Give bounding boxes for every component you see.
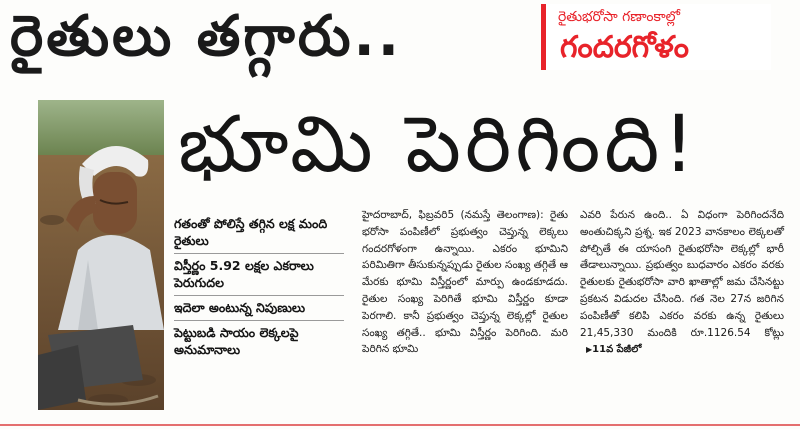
bottom-rule bbox=[0, 424, 800, 426]
article-column-1 bbox=[362, 207, 568, 358]
continuation-link[interactable] bbox=[586, 342, 641, 359]
farmer-photo bbox=[38, 100, 164, 410]
article-text: ఎవరి పేరున ఉంది.. ఏ విధంగా పెరిగిందనేది అంతుచిక్కని ప్రశ్న. ఇక 2023 వానకాలం లెక్కలతో పోల్చితే ఈ యాసంగి రైతుభరోసా లెక్కల్లో భారీ తేడాలున్నాయి. ప్రభుత్వం బుధవారం ఎకరం వరకు రైతులకు రైతుభరోసా వారి ఖాతాల్లో జమ చేసినట్టు ప్రకటన విడుదల చేసింది. గత నెల 27న జరిగిన పంపిణీతో కలిపి ఎకరం వరకు ఉన్న రైతులు 21,45,330 మందికి రూ.1126.54 కోట్లు bbox=[580, 209, 784, 339]
kicker-box bbox=[541, 4, 771, 70]
right-arrow-icon: ▶ bbox=[586, 345, 593, 355]
kicker-main-label: గందరగోళం bbox=[560, 30, 689, 65]
kicker-top-label: రైతుభరోసా గణాంకాల్లో bbox=[558, 9, 681, 25]
continuation-label: 11వ పేజీలో bbox=[592, 344, 642, 356]
article-paragraph: హైదరాబాద్, ఫిబ్రవరి5 (నమస్తే తెలంగాణ): రైతు భరోసా పంపిణీలో ప్రభుత్వం చెప్తున్న లెక్కలు గందరగోళంగా ఉన్నాయి. ఎకరం భూమిని పరిమితిగా తీసుకున్నప్పుడు రైతుల సంఖ్య తగ్గితే ఆ మేరకు భూమి విస్తీర్ణంలో మార్పు ఉండకూడదు. రైతుల సంఖ్య పెరిగితే భూమి విస్తీర్ణం కూడా పెరగాలి. కానీ ప్రభుత్వం చెప్తున్న లెక్కల్లో రైతుల సంఖ్య తగ్గితే.. భూమి విస్తీర్ణం పెరిగింది. మరి పెరిగిన భూమి bbox=[362, 209, 568, 356]
headline: రైతులు తగ్గారు.. bbox=[10, 4, 403, 69]
highlight-point: విస్తీర్ణం 5.92 లక్షల ఎకరాలు పెరుగుదల bbox=[174, 254, 344, 296]
article-column-2 bbox=[580, 207, 784, 359]
highlight-point: ఇదెలా అంటున్న నిపుణులు bbox=[174, 296, 344, 321]
article-paragraph bbox=[580, 207, 784, 359]
farmer-illustration bbox=[38, 100, 164, 410]
highlight-points bbox=[174, 212, 344, 362]
highlight-point: గతంతో పోలిస్తే తగ్గిన లక్ష మంది రైతులు bbox=[174, 212, 344, 254]
subheadline: భూమి పెరిగింది! bbox=[178, 100, 699, 190]
highlight-point: పెట్టుబడి సాయం లెక్కలపై అనుమానాలు bbox=[174, 325, 299, 357]
